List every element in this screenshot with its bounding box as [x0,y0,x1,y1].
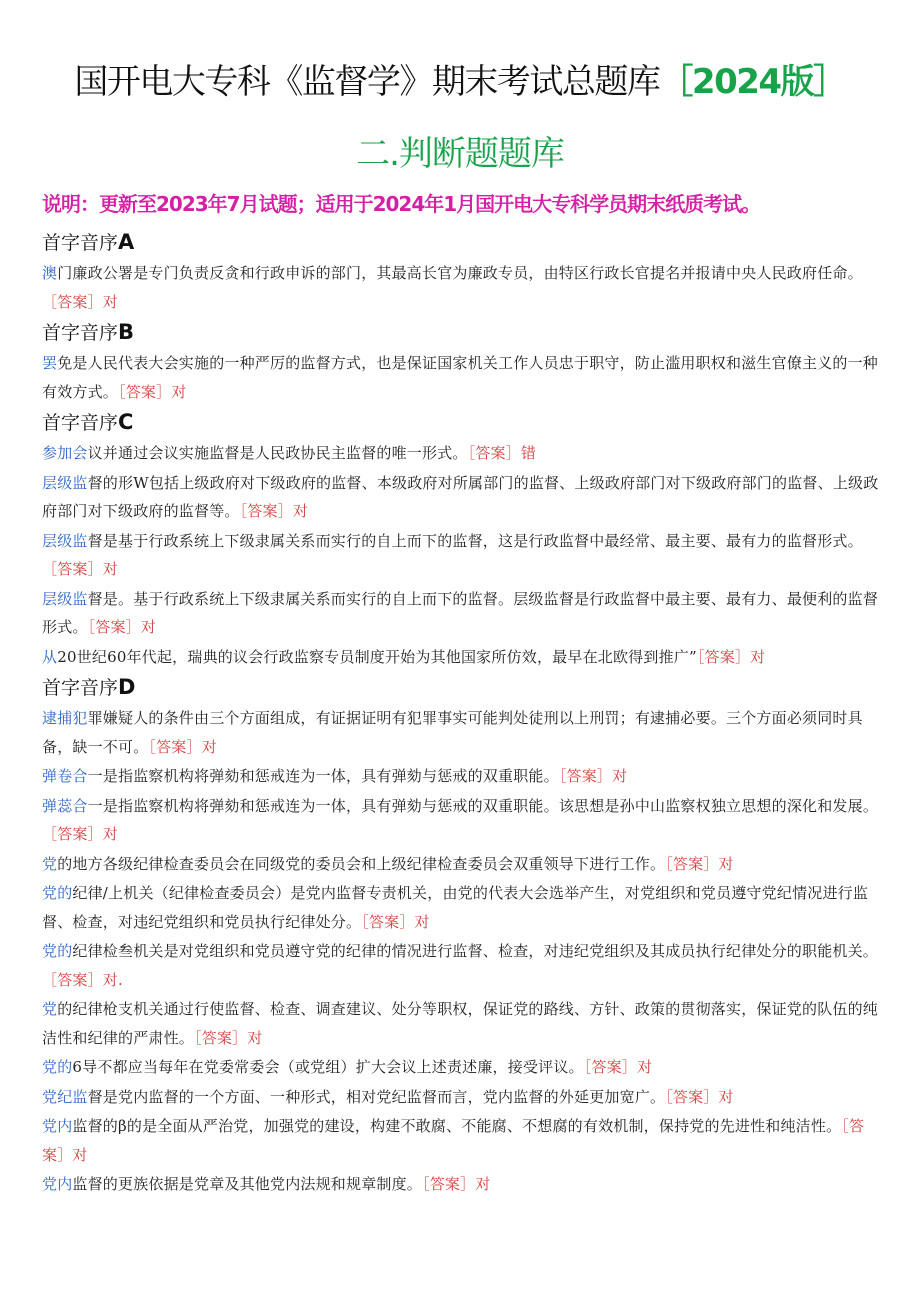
list-item: 层级监督是基于行政系统上下级隶属关系而实行的自上而下的监督，这是行政监督中最经常、最主要、最有力的监督形式。［答案］对 [42,531,863,578]
answer-label: ［答案］对 [42,825,119,843]
answer-label: ［答案］对 [665,1087,734,1106]
answer-label: ［答案］对 [148,737,217,756]
list-item: 党内监督的β的是全面从严治党，加强党的建设，构建不敢腐、不能腐、不想腐的有效机制，保持党的先进性和纯洁性。［答案］对 [42,1117,865,1164]
usage-note: 说明：更新至2023年7月试题；适用于2024年1月国开电大专科学员期末纸质考试。 [42,192,761,216]
title-edition: 版 [780,62,814,102]
list-item: 党的纪律检叁机关是对党组织和党员遵守党的纪律的情况进行监督、检查，对违纪党组织及其成员执行纪律处分的职能机关。［答案］对. [42,942,879,989]
list-item: 党内监督的更族依据是党章及其他党内法规和规章制度。［答案］对 [42,1175,491,1193]
list-item: 弹卷合一是指监察机构将弹劾和惩戒连为一体，具有弹劾与惩戒的双重职能。［答案］对 [42,767,628,785]
list-item: 罢免是人民代表大会实施的一种严厉的监督方式，也是保证国家机关工作人员忠于职守，防止滥用职权和滋生官僚主义的一种有效方式。［答案］对 [42,354,879,401]
section-title: 二.判断题题库 [356,134,564,174]
list-item: 党的6导不都应当每年在党委常委会（或党组）扩大会议上述责述廉，接受评议。［答案］对 [42,1058,653,1076]
list-item: 层级监督是。基于行政系统上下级隶属关系而实行的自上而下的监督。层级监督是行政监督中最主要、最有力、最便利的监督形式。［答案］对 [42,589,879,636]
answer-label: ［答案］对 [361,912,430,931]
answer-label: ［答案］对 [665,854,734,873]
list-item: 澳门廉政公署是专门负责反贪和行政申诉的部门，其最高长官为廉政专员，由特区行政长官提名并报请中央人民政府任命。［答案］对 [42,264,863,311]
list-item: 弹蕊合一是指监察机构将弹劾和惩戒连为一体，具有弹劾与惩戒的双重职能。该思想是孙中山监察权独立思想的深化和发展。［答案］对 [42,796,879,843]
title-bracket-close: ］ [813,62,846,102]
answer-label: ［答案］对 [118,382,187,401]
list-item: 党的地方各级纪律检查委员会在同级党的委员会和上级纪律检查委员会双重领导下进行工作。［答案］对 [42,854,734,873]
list-item: 党的纪律/上机关（纪律检查委员会）是党内监督专责机关，由党的代表大会选举产生，对党组织和党员遵守党纪情况进行监督、检查，对违纪党组织和党员执行纪律处分。［答案］对 [42,884,869,931]
list-item: 层级监督的形W包括上级政府对下级政府的监督、本级政府对所属部门的监督、上级政府部门对下级政府部门的监督、上级政府部门对下级政府的监督等。［答案］对 [42,473,879,520]
question-list [42,226,882,1200]
answer-label: ［答案］对 [558,767,628,785]
document-title [0,58,920,106]
answer-label: ［答案］对 [42,292,119,311]
answer-label: ［答案］对 [194,1028,263,1047]
section-header-b: 首字音序B [42,320,135,344]
title-main: 国开电大专科《监督学》期末考试总题库 [74,62,660,102]
list-item: 逮捕犯罪嫌疑人的条件由三个方面组成，有证据证明有犯罪事实可能判处徒刑以上刑罚；有逮捕必要。三个方面必须同时具备，缺一不可。［答案］对 [42,709,863,756]
title-bracket-open: ［ [659,62,692,102]
answer-label: ［答案］对 [696,647,766,666]
answer-label: ［答案］对 [42,560,119,578]
title-year: 2024 [691,62,781,102]
answer-label: ［答案］对 [422,1175,491,1193]
section-header-d: 首字音序D [42,675,136,699]
answer-label: ［答案］对 [87,618,157,636]
answer-label: ［答案］错 [467,444,537,462]
list-item: 党的纪律枪支机关通过行使监督、检查、调查建议、处分等职权，保证党的路线、方针、政策的贯彻落实，保证党的队伍的纯洁性和纪律的严肃性。［答案］对 [42,1000,879,1047]
answer-label: ［答案］对 [42,1117,865,1164]
list-item: 党纪监督是党内监督的一个方面、一种形式，相对党纪监督而言，党内监督的外延更加宽广。［答案］对 [42,1087,734,1106]
answer-label: ［答案］对 [239,502,309,520]
list-item: 参加会议并通过会议实施监督是人民政协民主监督的唯一形式。［答案］错 [42,444,537,462]
answer-label: ［答案］对. [42,970,123,989]
answer-label: ［答案］对 [583,1058,653,1076]
list-item: 从20世纪60年代起，瑞典的议会行政监察专员制度开始为其他国家所仿效，最早在北欧得到推广”［答案］对 [42,647,766,666]
section-header-a: 首字音序A [42,230,135,254]
section-header-c: 首字音序C [42,410,134,434]
